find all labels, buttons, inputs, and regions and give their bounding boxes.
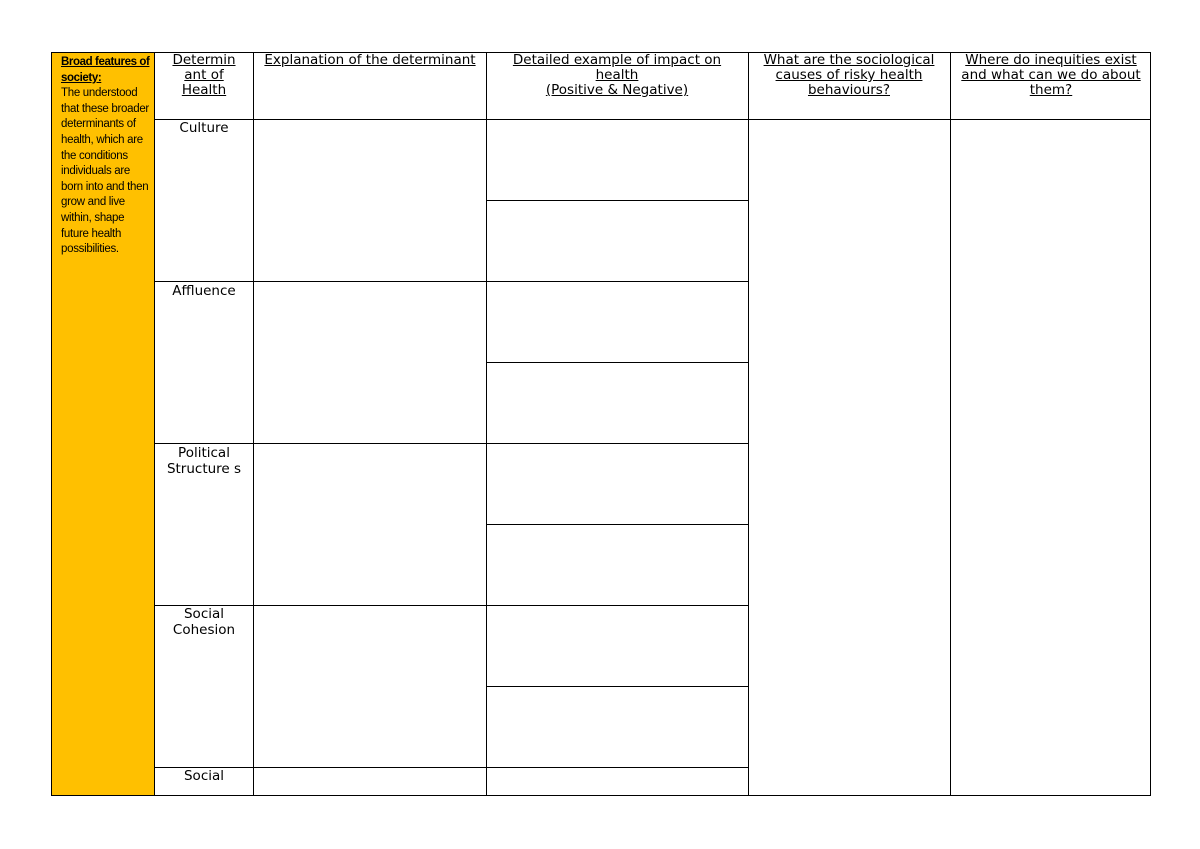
header-example-subtitle: (Positive & Negative) xyxy=(545,82,689,98)
example-subrow-divider xyxy=(486,200,748,201)
explanation-cell-social-cohesion[interactable] xyxy=(254,606,486,767)
explanation-cell-political-structures[interactable] xyxy=(254,444,486,605)
row-label-political-structures: Political Structure s xyxy=(166,445,242,477)
column-divider xyxy=(486,52,487,796)
header-example-title: Detailed example of impact on health xyxy=(512,52,722,83)
row-label-social: Social xyxy=(183,768,225,784)
explanation-cell-culture[interactable] xyxy=(254,120,486,281)
header-inequities: Where do inequities exist and what can we do about them? xyxy=(961,52,1141,98)
sidebar-body-text: The understood that these broader determinants of health, which are the conditions individuals are born into and then grow and live within, shape future health possibilities. xyxy=(61,87,149,256)
example-subrow-divider xyxy=(486,524,748,525)
row-label-affluence: Affluence xyxy=(172,283,236,299)
example-subrow-divider xyxy=(486,686,748,687)
row-label-culture: Culture xyxy=(179,120,229,136)
row-label-social-cohesion: Social Cohesion xyxy=(172,606,236,638)
header-example xyxy=(490,53,744,98)
sidebar-heading: Broad features of society: xyxy=(61,56,150,84)
header-causes: What are the sociological causes of risky health behaviours? xyxy=(763,52,935,98)
header-determinant: Determin ant of Health xyxy=(172,52,236,98)
sidebar-broad-features xyxy=(51,52,155,796)
inequities-cell[interactable] xyxy=(951,120,1151,796)
example-subrow-divider xyxy=(486,362,748,363)
causes-cell[interactable] xyxy=(749,120,950,796)
explanation-cell-social[interactable] xyxy=(254,768,486,796)
explanation-cell-affluence[interactable] xyxy=(254,282,486,443)
header-explanation: Explanation of the determinant xyxy=(264,52,476,68)
